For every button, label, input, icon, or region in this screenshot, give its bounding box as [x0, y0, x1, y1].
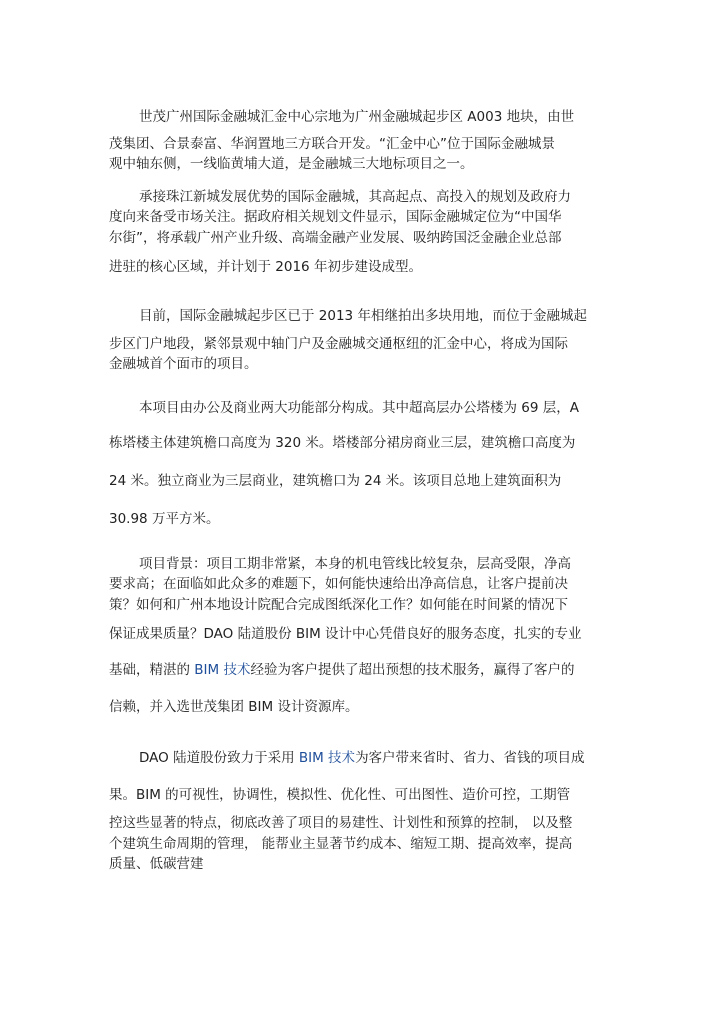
- paragraph-line: 控这些显著的特点，彻底改善了项目的易建性、计划性和预算的控制， 以及整: [109, 815, 573, 831]
- bim-technology-link[interactable]: BIM 技术: [194, 662, 251, 678]
- line-text: DAO 陆道股份致力于采用: [139, 750, 299, 766]
- paragraph-line: [139, 749, 585, 767]
- paragraph-line: 世茂广州国际金融城汇金中心宗地为广州金融城起步区 A003 地块，由世: [139, 109, 575, 125]
- line-text: 经验为客户提供了超出预想的技术服务，赢得了客户的: [250, 662, 575, 678]
- paragraph-line: 金融城首个面市的项目。: [109, 356, 258, 372]
- paragraph-line: [109, 661, 574, 679]
- paragraph-line: 信赖，并入选世茂集团 BIM 设计资源库。: [109, 699, 359, 715]
- paragraph-line: 30.98 万平方米。: [109, 511, 220, 527]
- paragraph-line: 质量、低碳营建: [109, 856, 204, 872]
- paragraph-line: 尔街”，将承载广州产业升级、高端金融产业发展、吸纳跨国泛金融企业总部: [109, 230, 562, 246]
- paragraph-line: 24 米。独立商业为三层商业，建筑檐口为 24 米。该项目总地上建筑面积为: [109, 473, 562, 489]
- paragraph-line: 茂集团、合景泰富、华润置地三方联合开发。“汇金中心”位于国际金融城景: [109, 136, 555, 152]
- paragraph-line: 度向来备受市场关注。据政府相关规划文件显示，国际金融城定位为“中国华: [109, 209, 562, 225]
- paragraph-line: 栋塔楼主体建筑檐口高度为 320 米。塔楼部分裙房商业三层，建筑檐口高度为: [109, 435, 576, 451]
- paragraph-line: 个建筑生命周期的管理， 能帮业主显著节约成本、缩短工期、提高效率，提高: [109, 836, 573, 852]
- paragraph-line: 进驻的核心区域，并计划于 2016 年初步建设成型。: [109, 259, 422, 275]
- paragraph-line: 保证成果质量？DAO 陆道股份 BIM 设计中心凭借良好的服务态度，扎实的专业: [109, 626, 582, 642]
- paragraph-line: 承接珠江新城发展优势的国际金融城，其高起点、高投入的规划及政府力: [139, 189, 571, 205]
- paragraph-line: 目前，国际金融城起步区已于 2013 年相继拍出多块用地，而位于金融城起: [139, 308, 587, 324]
- line-text: 为客户带来省时、省力、省钱的项目成: [355, 750, 585, 766]
- paragraph-line: 项目背景：项目工期非常紧，本身的机电管线比较复杂，层高受限，净高: [139, 556, 571, 572]
- paragraph-line: 本项目由办公及商业两大功能部分构成。其中超高层办公塔楼为 69 层，A: [139, 400, 579, 416]
- line-text: 基础，精湛的: [109, 662, 195, 678]
- paragraph-line: 策？如何和广州本地设计院配合完成图纸深化工作？如何能在时间紧的情况下: [109, 597, 568, 613]
- paragraph-line: 果。BIM 的可视性，协调性，模拟性、优化性、可出图性、造价可控，工期管: [109, 787, 571, 803]
- paragraph-line: 要求高；在面临如此众多的难题下，如何能快速给出净高信息，让客户提前决: [109, 576, 568, 592]
- bim-technology-link[interactable]: BIM 技术: [298, 750, 356, 766]
- paragraph-line: 观中轴东侧，一线临黄埔大道，是金融城三大地标项目之一。: [109, 156, 474, 172]
- paragraph-line: 步区门户地段，紧邻景观中轴门户及金融城交通枢纽的汇金中心，将成为国际: [109, 336, 568, 352]
